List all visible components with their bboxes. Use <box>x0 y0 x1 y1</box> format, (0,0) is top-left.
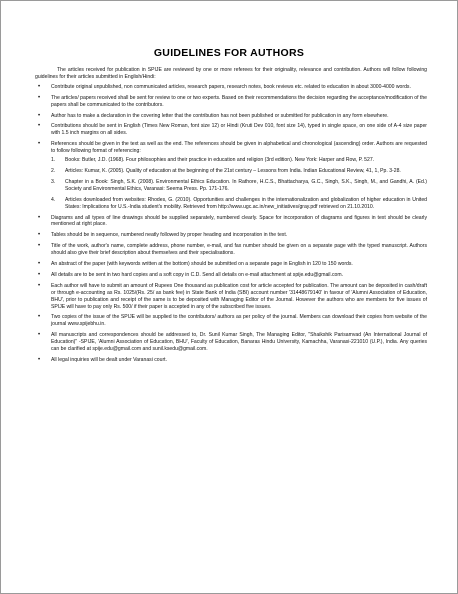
guideline-item: • The articles/ papers received shall be sent for review to one or two experts. Based on their recommendations the decision regarding the acceptance/modification of the papers shall be communicated to the contributors. <box>35 95 427 109</box>
guideline-item: • An abstract of the paper (with keywords written at the bottom) should be submitted on a separate page in English in 120 to 150 words. <box>35 261 427 268</box>
guideline-item: • Diagrams and all types of line drawings should be supplied separately, numbered clearly. Space for incorporation of diagrams and figures in text should be clearly mentioned at right place. <box>35 215 427 229</box>
guideline-list <box>35 84 427 364</box>
references-guideline-text: References should be given in the text as well as the end. The references should be given in alphabetical and chronological (ascending) order. Authors are requested to follow following format of referencing: <box>51 141 427 155</box>
reference-text: Books: Butler, J.D. (1968). Four philosophies and their practice in education and religion (3rd edition). New York: Harper and Row, P. 527. <box>65 157 375 164</box>
guideline-item: • Contribute original unpublished, non communicated articles, research papers, research notes, book reviews etc. related to education in about 3000-4000 words. <box>35 84 427 91</box>
guideline-item: • Each author will have to submit an amount of Rupees One thousand as publication cost for article accepted for publication. The amount can be deposited in cash/draft or through e-accounting as Rs. 1025/(Rs. 25/ as bank fee) in State Bank of India (SBI) account number '31448679140' in favour of 'Alumni Association of Education, BHU', prior to publication and receipt of the same is to be deposited with Managing Editor of the Journal. However the authors who are members for five issues of SPIJE will have to pay only Rs. 500/ if their paper is accepted in any of the subscribed five issues. <box>35 283 427 311</box>
guideline-item: • Tables should be in sequence, numbered neatly followed by proper heading and incorporation in the text. <box>35 232 427 239</box>
guideline-item: • Author has to make a declaration in the covering letter that the contribution has not been published or submitted for publication in any form elsewhere. <box>35 113 427 120</box>
guideline-item: • All legal inquiries will be dealt under Varanasi court. <box>35 357 427 364</box>
reference-example <box>51 179 427 193</box>
reference-example <box>51 168 427 175</box>
reference-format-list <box>51 157 427 210</box>
intro-paragraph: The articles received for publication in SPIJE are reviewed by one or more referees for their originality, relevance and contribution. Authors will follow following guidelines for their articles submitted in English/Hindi: <box>35 67 427 80</box>
guideline-item: • Title of the work, author's name, complete address, phone number, e-mail, and fax number should be given on a separate page with the typed manuscript. Authors should also give their brief description about themselves and their specialisations. <box>35 243 427 257</box>
guideline-item <box>35 141 427 210</box>
reference-text: Articles: Kumar, K. (2005). Quality of education at the beginning of the 21st century – Lessons from India. Indian Educational Review, 41, 1, Pp. 3-28. <box>65 167 401 174</box>
reference-number: 4. <box>51 196 56 203</box>
reference-example <box>51 197 427 211</box>
guidelines-content <box>35 67 427 368</box>
reference-number: 2. <box>51 167 56 174</box>
page-title: GUIDELINES FOR AUTHORS <box>153 47 305 59</box>
reference-number: 1. <box>51 157 56 164</box>
reference-text: Chapter in a Book: Singh, S.K. (2008). Environmental Ethics Education. In Rathore, H.C.S., Bhattacharya, G.C., Singh, S.K., Singh, M., and Gandhi, A. (Ed.) Society and Environmental Ethics, Varanasi: Seema Press. Pp. 171-176. <box>65 178 427 192</box>
reference-example <box>51 157 427 164</box>
reference-text: Articles downloaded from websites: Rhodes, G. (2010). Opportunities and challenges in the internationalization and globalization of higher education in United States: Implications for U.S.-India student's mobility. Retrieved from http://www.ugc.ac.in/new_initiatives/gray.pdf retrieved on 21.10.2010. <box>65 196 427 210</box>
guideline-item: • All details are to be sent in two hard copies and a soft copy in C.D. Send all details on e-mail attachment at spije.edu@gmail.com. <box>35 272 427 279</box>
reference-number: 3. <box>51 178 56 185</box>
guideline-item: • Contributions should be sent in English (Times New Roman, font size 12) or Hindi (Kruti Dev 010, font size 14), typed in single space, on one side of A-4 size paper with 1.5 inch margins on all sides. <box>35 123 427 137</box>
guideline-item: • Two copies of the issue of the SPIJE will be supplied to the contributors/ authors as per policy of the journal. Members can download their copies from website of the journal www.spijebhu.in. <box>35 314 427 328</box>
guideline-item: • All manuscripts and correspondences should be addressed to, Dr. Sunil Kumar Singh, The Managing Editor, "Shaikshik Parisamvad (An International Journal of Education)" -SPIJE, 'Alumni Association of Education, BHU', Faculty of Education, Banaras Hindu University, Kamachha, Varanasi-221010 (U.P.), India. Any queries can be clarified at spije.edu@gmail.com and sunil.ksedu@gmail.com. <box>35 332 427 353</box>
